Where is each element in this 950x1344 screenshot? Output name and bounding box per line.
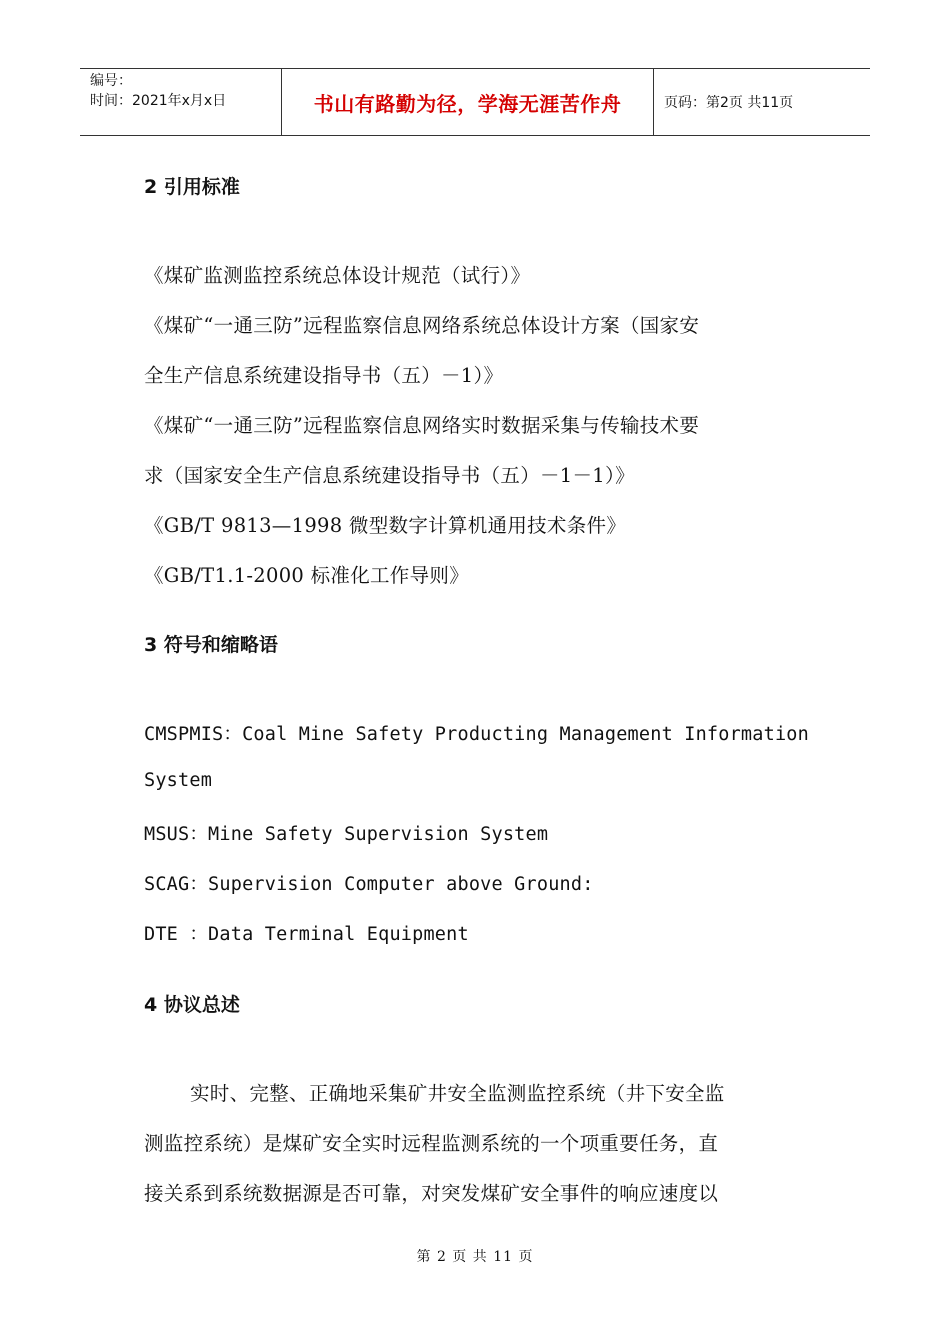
reference-line: 《煤矿“一通三防”远程监察信息网络实时数据采集与传输技术要 [144,414,700,437]
header-meta-cell [80,69,282,135]
paragraph-line: 接关系到系统数据源是否可靠，对突发煤矿安全事件的响应速度以 [144,1182,719,1205]
header-page-info: 页码：第2页 共11页 [664,95,794,111]
header-motto: 书山有路勤为径，学海无涯苦作舟 [282,69,654,135]
document-number-label: 编号： [90,73,132,89]
section-4-title: 4 协议总述 [144,994,240,1016]
paragraph-line: 测监控系统）是煤矿安全实时远程监测系统的一个项重要任务，直 [144,1132,719,1155]
abbreviation-line: CMSPMIS：Coal Mine Safety Producting Management Information [144,724,809,745]
paragraph-line: 实时、完整、正确地采集矿井安全监测监控系统（井下安全监 [190,1082,725,1105]
reference-line: 《煤矿监测监控系统总体设计规范（试行）》 [144,264,531,287]
abbreviation-line: System [144,770,213,791]
section-3-title: 3 符号和缩略语 [144,634,278,656]
reference-line: 《GB/T1.1-2000 标准化工作导则》 [144,564,470,587]
abbreviation-line: SCAG：Supervision Computer above Ground: [144,874,594,895]
document-time-label: 时间：2021年x月x日 [90,93,227,109]
section-2-title: 2 引用标准 [144,176,240,198]
reference-line: 《GB/T 9813—1998 微型数字计算机通用技术条件》 [144,514,627,537]
abbreviation-line: MSUS：Mine Safety Supervision System [144,824,549,845]
reference-line: 《煤矿“一通三防”远程监察信息网络系统总体设计方案（国家安 [144,314,700,337]
reference-line: 全生产信息系统建设指导书（五）－1）》 [144,364,504,387]
abbreviation-line: DTE ：Data Terminal Equipment [144,924,469,945]
page-header [80,68,870,136]
page-footer: 第 2 页 共 11 页 [416,1249,534,1265]
reference-line: 求（国家安全生产信息系统建设指导书（五）－1－1）》 [144,464,635,487]
